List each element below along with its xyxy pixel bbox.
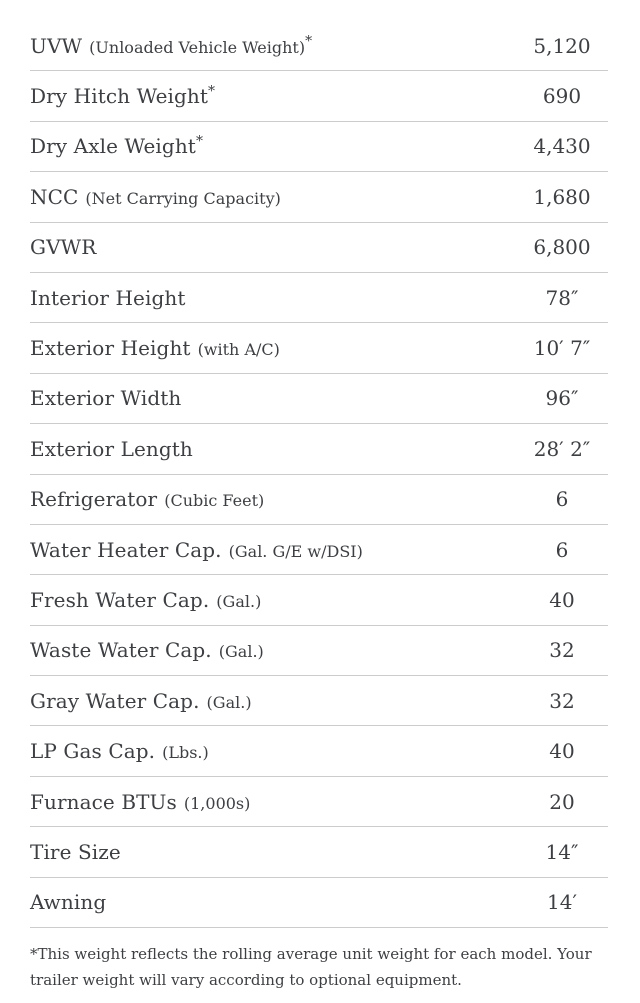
spec-value: 6,800 [533, 235, 591, 260]
spec-label-sub: (with A/C) [197, 340, 280, 360]
spec-label [30, 487, 516, 512]
spec-label-main: Fresh Water Cap. [30, 587, 210, 612]
spec-label [30, 235, 516, 260]
spec-label [30, 386, 516, 411]
footnote-text: *This weight reflects the rolling average unit weight for each model. Your trailer weight will vary according to optional equipment. [30, 945, 592, 990]
spec-value: 6 [555, 487, 569, 512]
spec-label [30, 688, 516, 713]
spec-label [30, 890, 516, 915]
spec-value: 690 [542, 84, 582, 109]
spec-value: 32 [549, 638, 575, 663]
spec-row [30, 374, 608, 424]
spec-label-sub: (Unloaded Vehicle Weight) [89, 37, 306, 57]
spec-label [30, 638, 516, 663]
spec-value: 5,120 [533, 33, 591, 58]
spec-value: 4,430 [533, 134, 591, 159]
spec-row [30, 777, 608, 827]
spec-label-main: Exterior Height [30, 336, 191, 361]
spec-value: 20 [549, 789, 575, 814]
spec-value: 10′ 7″ [533, 336, 591, 361]
spec-label-main: UVW [30, 33, 83, 58]
spec-label [30, 537, 516, 562]
spec-row [30, 726, 608, 776]
spec-label-sub: (Gal.) [218, 642, 264, 662]
spec-value: 14″ [545, 839, 579, 864]
spec-label-main: Waste Water Cap. [30, 638, 212, 663]
spec-row [30, 626, 608, 676]
spec-value: 32 [549, 688, 575, 713]
spec-label-main: Exterior Width [30, 386, 182, 411]
spec-label-sub: (Gal.) [216, 591, 262, 611]
spec-label [30, 184, 516, 209]
spec-label [30, 436, 516, 461]
spec-label-sub: (Net Carrying Capacity) [85, 188, 281, 208]
spec-label-main: GVWR [30, 235, 97, 260]
spec-label [30, 133, 516, 159]
asterisk-marker: * [195, 133, 203, 150]
spec-row [30, 223, 608, 273]
spec-label-main: Dry Hitch Weight [30, 84, 209, 109]
spec-row [30, 827, 608, 877]
spec-label-main: Awning [30, 890, 107, 915]
asterisk-marker: * [305, 33, 313, 50]
spec-label-sub: (Cubic Feet) [164, 491, 265, 511]
spec-label-main: Tire Size [30, 839, 121, 864]
spec-label [30, 285, 516, 310]
spec-label-sub: (1,000s) [183, 793, 251, 813]
spec-label-main: LP Gas Cap. [30, 739, 156, 764]
spec-row [30, 475, 608, 525]
spec-row [30, 172, 608, 222]
spec-label [30, 739, 516, 764]
spec-row [30, 323, 608, 373]
spec-value: 78″ [545, 285, 579, 310]
spec-label-main: Water Heater Cap. [30, 537, 222, 562]
spec-label [30, 839, 516, 864]
spec-value: 14′ [547, 890, 577, 915]
spec-label [30, 33, 516, 58]
spec-row [30, 878, 608, 928]
spec-label-main: Furnace BTUs [30, 789, 177, 814]
spec-row [30, 424, 608, 474]
spec-label-sub: (Gal. G/E w/DSI) [228, 541, 363, 561]
spec-label-main: NCC [30, 184, 79, 209]
spec-row [30, 525, 608, 575]
spec-label-main: Interior Height [30, 285, 186, 310]
spec-label-main: Gray Water Cap. [30, 688, 200, 713]
spec-label-main: Dry Axle Weight [30, 134, 196, 159]
spec-label-sub: (Gal.) [206, 692, 252, 712]
spec-label-main: Exterior Length [30, 436, 193, 461]
spec-label [30, 336, 516, 361]
spec-value: 40 [549, 587, 575, 612]
spec-value: 6 [555, 537, 569, 562]
spec-label [30, 83, 516, 109]
spec-value: 40 [549, 739, 575, 764]
spec-value: 96″ [545, 386, 579, 411]
spec-table [30, 21, 608, 928]
spec-row [30, 71, 608, 121]
spec-row [30, 676, 608, 726]
spec-row [30, 122, 608, 172]
spec-label [30, 587, 516, 612]
spec-label-sub: (Lbs.) [162, 743, 209, 763]
spec-value: 28′ 2″ [533, 436, 591, 461]
spec-label-main: Refrigerator [30, 487, 158, 512]
spec-row [30, 21, 608, 71]
spec-label [30, 789, 516, 814]
spec-row [30, 273, 608, 323]
spec-value: 1,680 [533, 184, 591, 209]
asterisk-marker: * [208, 83, 216, 100]
spec-row [30, 575, 608, 625]
